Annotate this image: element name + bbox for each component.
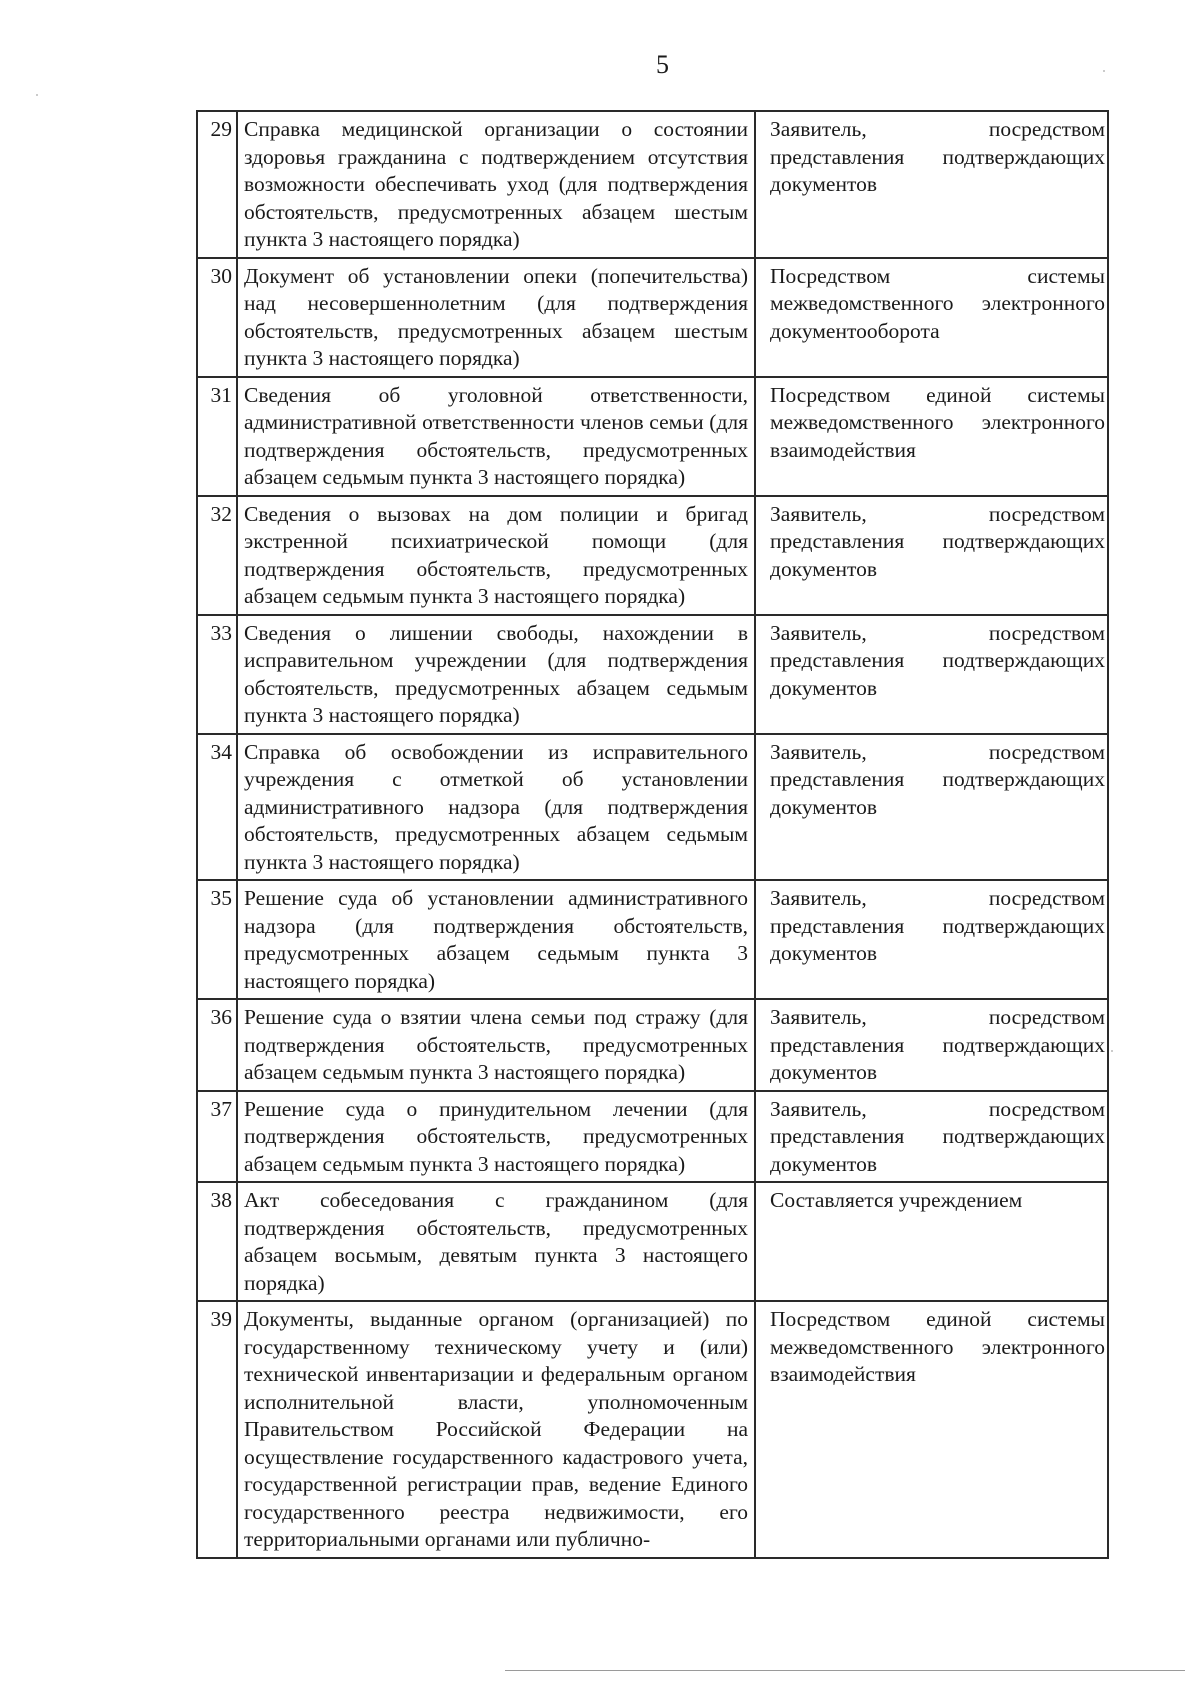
table-row (197, 258, 1108, 377)
submission-method: Заявитель, посредством представления подтверждающих документов (755, 880, 1108, 999)
page-number: 5 (656, 50, 669, 79)
document-name: Сведения о вызовах на дом полиции и бригад экстренной психиатрической помощи (для подтверждения обстоятельств, предусмотренных абзацем седьмым пункта 3 настоящего порядка) (237, 496, 755, 615)
table-row (197, 1091, 1108, 1183)
row-number: 32 (197, 496, 237, 615)
document-name: Сведения об уголовной ответственности, административной ответственности членов семьи (для подтверждения обстоятельств, предусмотренных абзацем седьмым пункта 3 настоящего порядка) (237, 377, 755, 496)
documents-table (196, 110, 1109, 1559)
scan-speck (1111, 1050, 1113, 1052)
table-row (197, 880, 1108, 999)
row-number: 31 (197, 377, 237, 496)
submission-method: Заявитель, посредством представления подтверждающих документов (755, 734, 1108, 881)
scan-edge-line (505, 1670, 1185, 1671)
submission-method: Заявитель, посредством представления подтверждающих документов (755, 496, 1108, 615)
table-row (197, 1182, 1108, 1301)
row-number: 33 (197, 615, 237, 734)
submission-method: Заявитель, посредством представления подтверждающих документов (755, 111, 1108, 258)
table-row (197, 1301, 1108, 1558)
row-number: 37 (197, 1091, 237, 1183)
row-number: 35 (197, 880, 237, 999)
document-name: Акт собеседования с гражданином (для подтверждения обстоятельств, предусмотренных абзацем восьмым, девятым пункта 3 настоящего порядка) (237, 1182, 755, 1301)
scan-speck (1103, 70, 1105, 72)
submission-method: Заявитель, посредством представления подтверждающих документов (755, 1091, 1108, 1183)
submission-method: Посредством единой системы межведомственного электронного взаимодействия (755, 377, 1108, 496)
row-number: 39 (197, 1301, 237, 1558)
table-row (197, 111, 1108, 258)
table-row (197, 377, 1108, 496)
table-row (197, 615, 1108, 734)
table-row (197, 999, 1108, 1091)
document-name: Документ об установлении опеки (попечительства) над несовершеннолетним (для подтверждения обстоятельств, предусмотренных абзацем шестым пункта 3 настоящего порядка) (237, 258, 755, 377)
row-number: 30 (197, 258, 237, 377)
row-number: 38 (197, 1182, 237, 1301)
document-name: Решение суда об установлении административного надзора (для подтверждения обстоятельств, предусмотренных абзацем седьмым пункта 3 настоящего порядка) (237, 880, 755, 999)
document-name: Справка об освобождении из исправительного учреждения с отметкой об установлении административного надзора (для подтверждения обстоятельств, предусмотренных абзацем седьмым пункта 3 настоящего порядка) (237, 734, 755, 881)
submission-method: Посредством системы межведомственного электронного документооборота (755, 258, 1108, 377)
document-name: Решение суда о принудительном лечении (для подтверждения обстоятельств, предусмотренных абзацем седьмым пункта 3 настоящего порядка) (237, 1091, 755, 1183)
submission-method: Составляется учреждением (755, 1182, 1108, 1301)
table-row (197, 734, 1108, 881)
document-name: Справка медицинской организации о состоянии здоровья гражданина с подтверждением отсутствия возможности обеспечивать уход (для подтверждения обстоятельств, предусмотренных абзацем шестым пункта 3 настоящего порядка) (237, 111, 755, 258)
submission-method: Посредством единой системы межведомственного электронного взаимодействия (755, 1301, 1108, 1558)
row-number: 34 (197, 734, 237, 881)
row-number: 29 (197, 111, 237, 258)
submission-method: Заявитель, посредством представления подтверждающих документов (755, 615, 1108, 734)
table-row (197, 496, 1108, 615)
document-name: Документы, выданные органом (организацией) по государственному техническому учету и (или) технической инвентаризации и федеральным органом исполнительной власти, уполномоченным Правительством Российской Федерации на осуществление государственного кадастрового учета, государственной регистрации прав, ведение Единого государственного реестра недвижимости, его территориальными органами или публично- (237, 1301, 755, 1558)
row-number: 36 (197, 999, 237, 1091)
submission-method: Заявитель, посредством представления подтверждающих документов (755, 999, 1108, 1091)
document-name: Сведения о лишении свободы, нахождении в исправительном учреждении (для подтверждения обстоятельств, предусмотренных абзацем седьмым пункта 3 настоящего порядка) (237, 615, 755, 734)
document-name: Решение суда о взятии члена семьи под стражу (для подтверждения обстоятельств, предусмотренных абзацем седьмым пункта 3 настоящего порядка) (237, 999, 755, 1091)
scan-speck (36, 94, 38, 96)
